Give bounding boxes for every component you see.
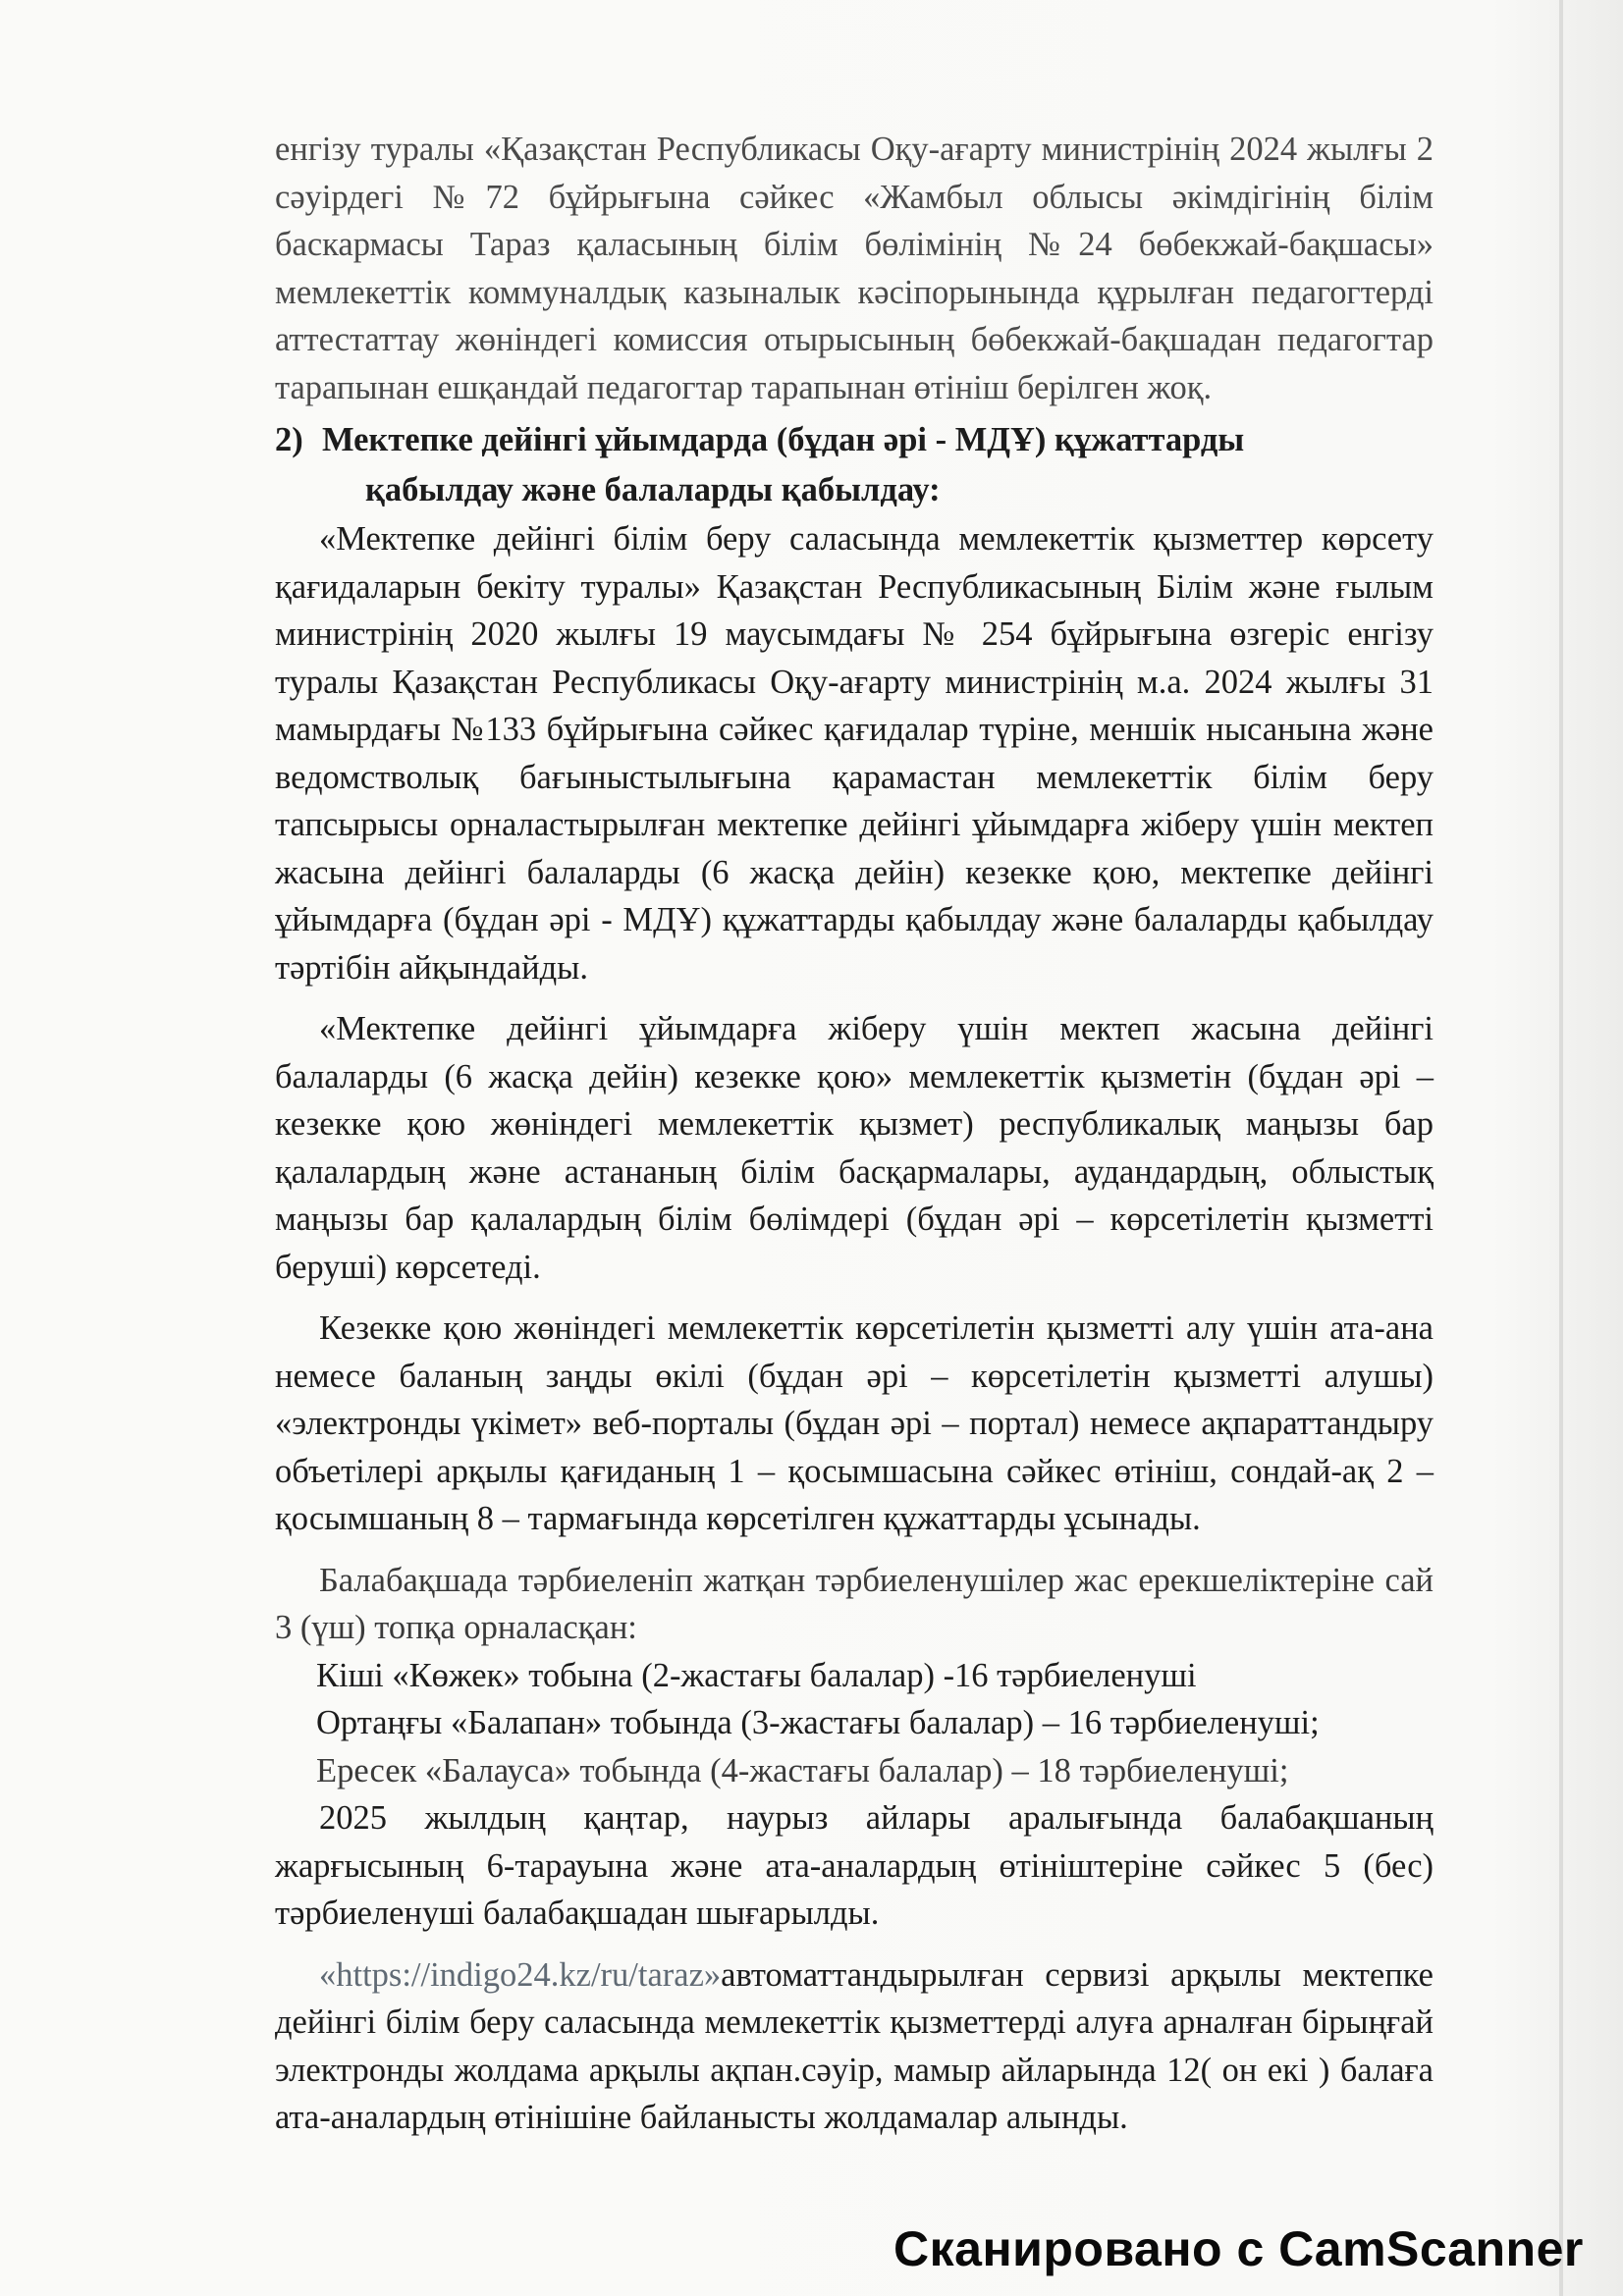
paragraph-3: «Мектепке дейінгі ұйымдарға жіберу үшін мектеп жасына дейінгі балаларды (6 жасқа дейін) кезекке қою» мемлекеттік қызметін (бұдан әрі – кезекке қою жөніндегі мемлекеттік қызмет) республикалық маңызы бар қалалардың және астананың білім басқармалары, аудандардың, облыстық маңызы бар қалалардың білім бөлімдері (бұдан әрі – көрсетілетін қызметті беруші) көрсетеді.	[275, 1010, 1434, 1286]
paragraph-7-text: автоматтандырылған сервизі арқылы мектепке дейінгі білім беру саласында мемлекеттік қызметтерді алуға арналған бірыңғай электронды жолдама арқылы ақпан.сәуір, мамыр айларында 12( он екі ) балаға ата-аналардың өтінішіне байланысты жолдамалар алынды.	[275, 1955, 1434, 2136]
group-kozhek: Кіші «Көжек» тобына (2-жастағы балалар) -16 тәрбиеленуші	[316, 1656, 1197, 1694]
paragraph-4: Кезекке қою жөніндегі мемлекеттік көрсетілетін қызметті алу үшін ата-ана немесе баланың заңды өкілі (бұдан әрі – көрсетілетін қызметті алушы) «электронды үкімет» веб-порталы (бұдан әрі – портал) немесе ақпараттандыру объетілері арқылы қағиданың 1 – қосымшасына сәйкес өтініш, сондай-ақ 2 – қосымшаның 8 – тармағында көрсетілген құжаттарды ұсынады.	[275, 1309, 1434, 1537]
section-heading-continued	[275, 466, 1434, 514]
paragraph-7	[275, 1951, 1434, 2142]
group-balapan: Ортаңғы «Балапан» тобында (3-жастағы балалар) – 16 тәрбиеленуші;	[316, 1704, 1320, 1741]
paragraph-2: «Мектепке дейінгі білім беру саласында мемлекеттік қызметтер көрсету қағидаларын бекіту туралы» Қазақстан Республикасының Білім және ғылым министрінің 2020 жылғы 19 маусымдағы № 254 бұйрығына өзгеріс енгізу туралы Қазақстан Республикасы Оқу-ағарту министрінің м.а. 2024 жылғы 31 мамырдағы №133 бұйрығына сәйкес қағидалар түріне, меншік нысанына және ведомстволық бағыныстылығына қарамастан мемлекеттік білім беру тапсырысы орналастырылған мектепке дейінгі ұйымдарға жіберу үшін мектеп жасына дейінгі балаларды (6 жасқа дейін) кезекке қою, мектепке дейінгі ұйымдарға (бұдан әрі - МДҰ) құжаттарды қабылдау және балаларды қабылдау тәртібін айқындайды.	[275, 520, 1434, 987]
group-balausa: Ересек «Балауса» тобында (4-жастағы балалар) – 18 тәрбиеленуші;	[316, 1751, 1289, 1789]
heading-line-2: қабылдау және балаларды қабылдау:	[365, 470, 941, 508]
heading-number: 2)	[275, 421, 303, 458]
paragraph-1: енгізу туралы «Қазақстан Республикасы Оқу-ағарту министрінің 2024 жылғы 2 сәуірдегі №72 бұйрығына сәйкес «Жамбыл облысы әкімдігінің білім баскармасы Тараз қаласының білім бөлімінің №24 бөбекжай-бақшасы» мемлекеттік коммуналдық казыналык кәсіпорынында құрылған педагогтерді аттестаттау жөніндегі комиссия отырысының бөбекжай-бақшадан педагогтар тарапынан ешқандай педагогтар тарапынан өтініш берілген жоқ.	[275, 131, 1434, 406]
indigo-link[interactable]: «https://indigo24.kz/ru/taraz»	[319, 1955, 722, 1994]
camscanner-watermark: Сканировано с CamScanner	[893, 2221, 1584, 2276]
document-body	[275, 126, 1434, 2142]
paragraph-6: 2025 жылдың қаңтар, наурыз айлары аралығында балабақшаның жарғысының 6-тарауына және ата-аналардың өтініштеріне сәйкес 5 (бес) тәрбиеленуші балабақшадан шығарылды.	[275, 1799, 1434, 1932]
page-edge	[1559, 0, 1563, 2296]
section-heading	[275, 416, 1434, 464]
heading-line-1: Мектепке дейінгі ұйымдарда (бұдан әрі - МДҰ) құжаттарды	[322, 421, 1245, 458]
paragraph-5: Балабақшада тәрбиеленіп жатқан тәрбиеленушілер жас ерекшеліктеріне сай 3 (үш) топқа орналасқан:	[275, 1561, 1434, 1646]
